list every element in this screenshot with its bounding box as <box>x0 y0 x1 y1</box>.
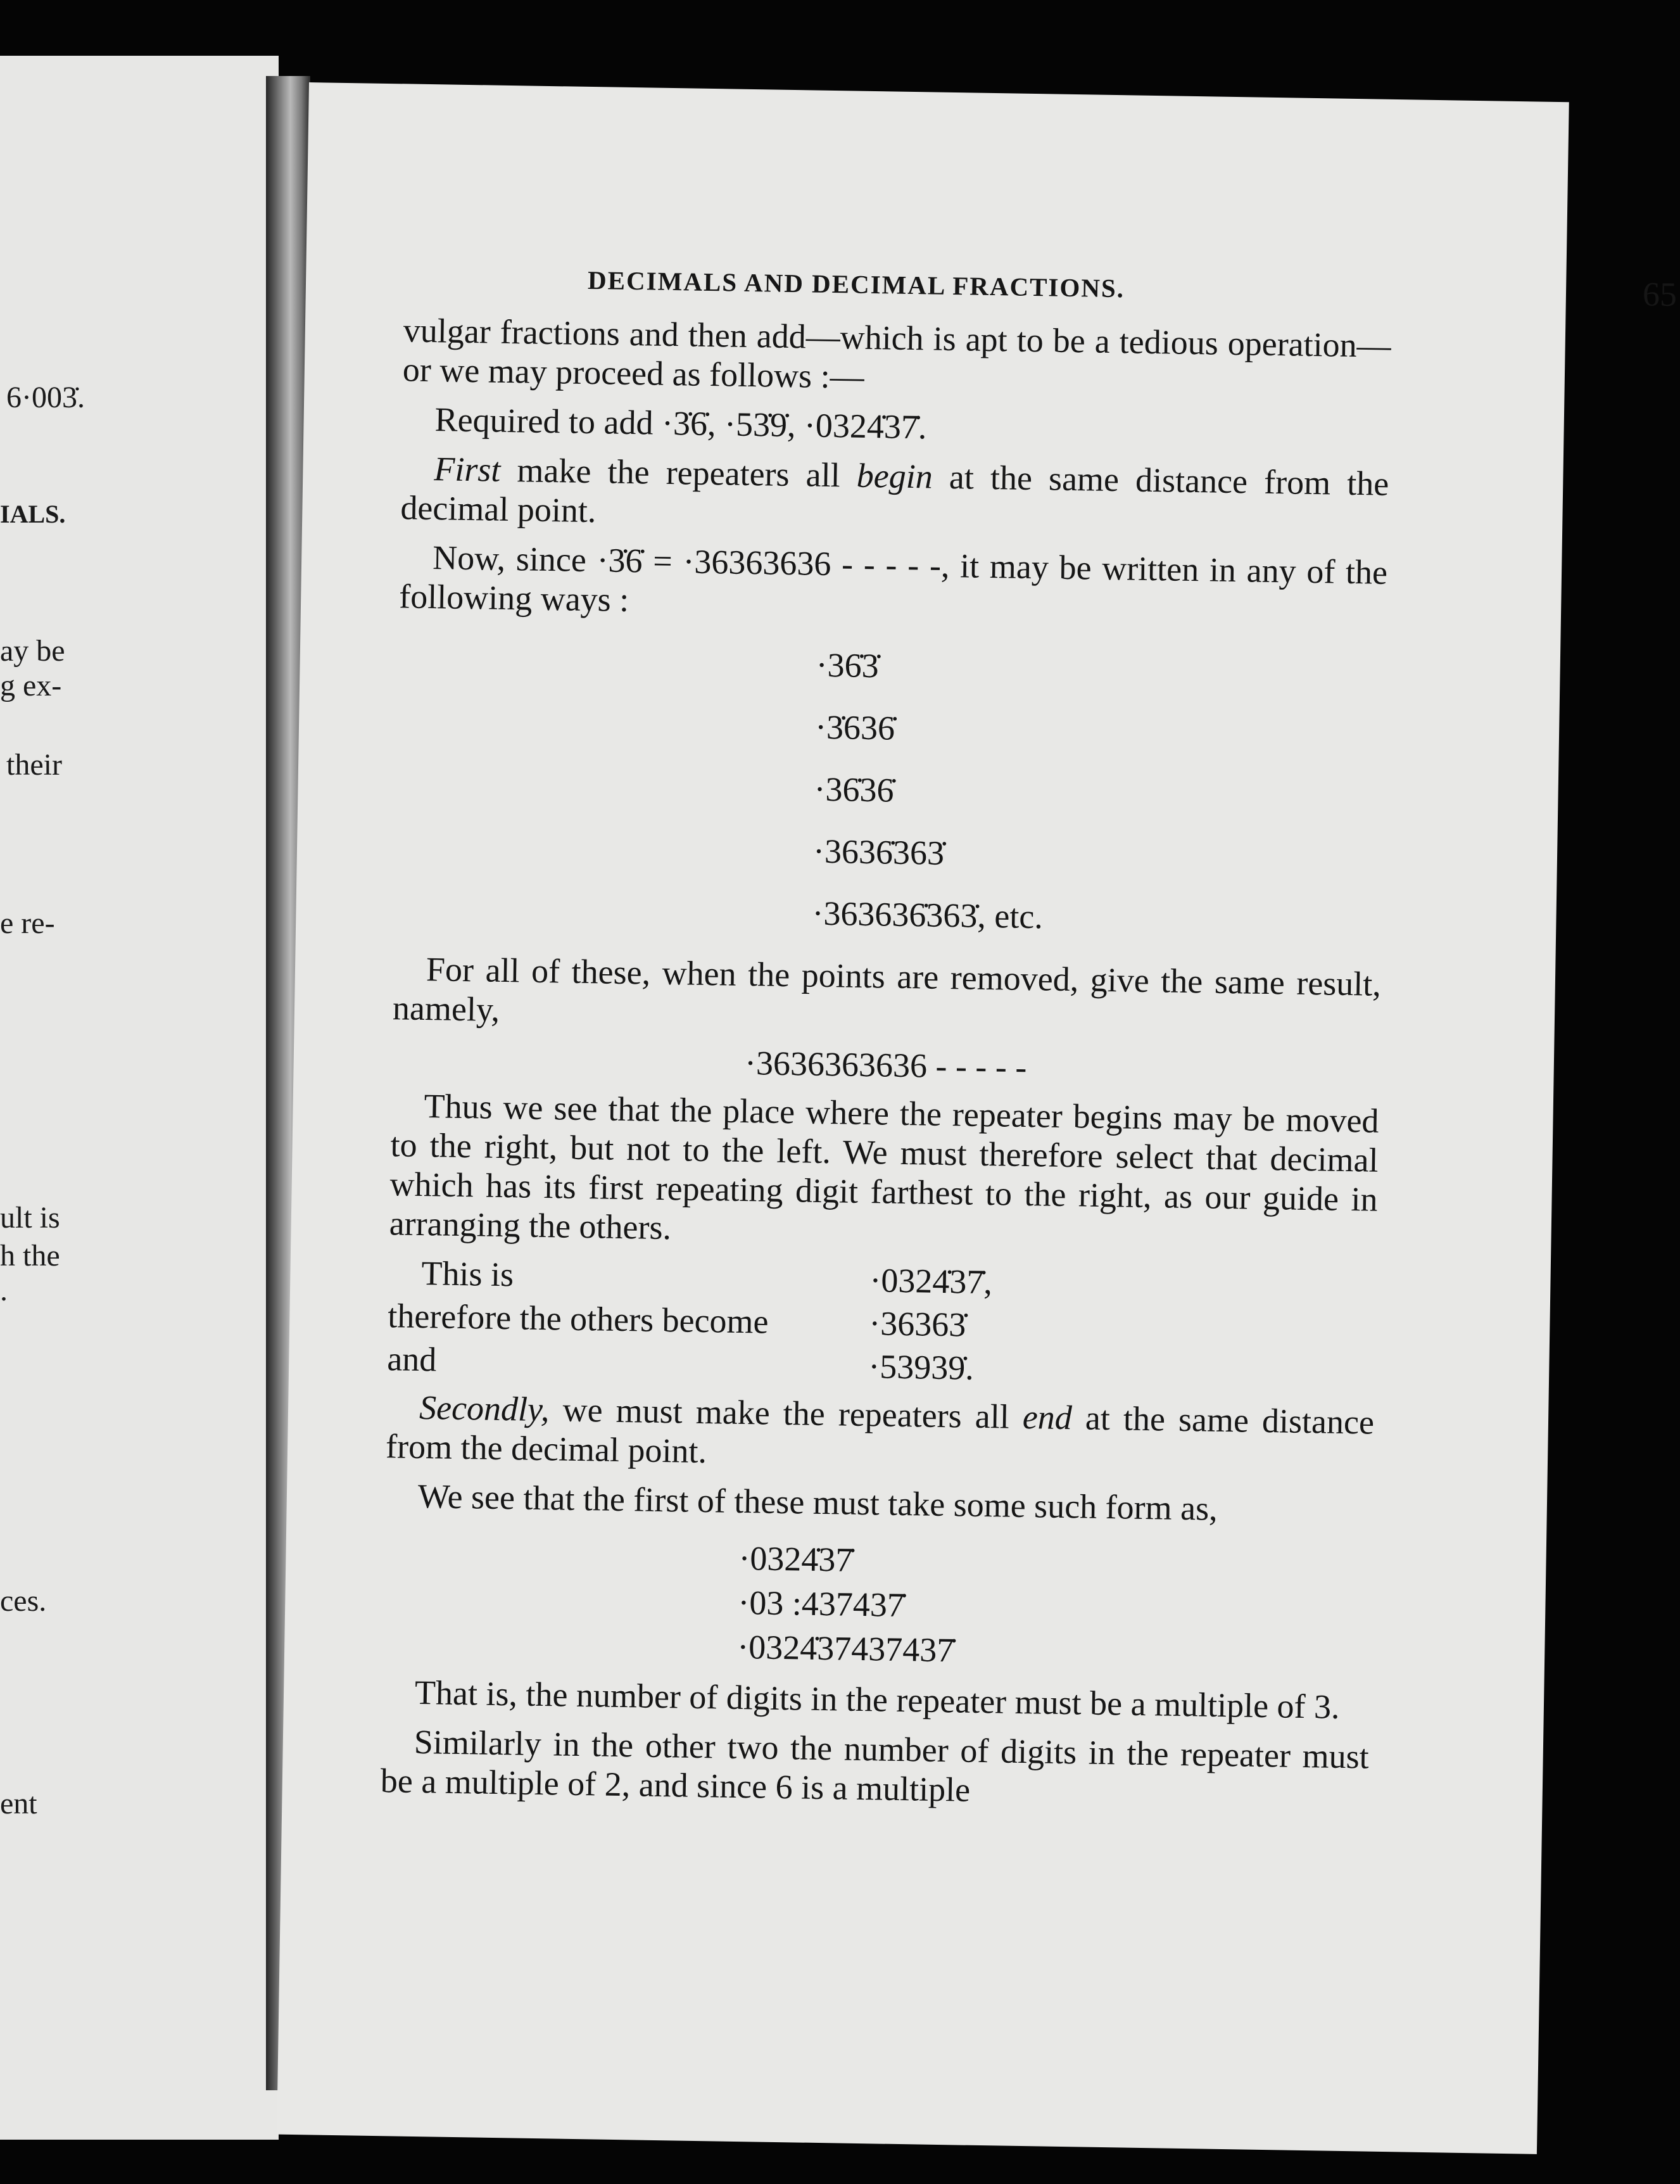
repeater-forms <box>737 1536 1372 1679</box>
math-line: ·3̇636̇ <box>814 708 895 747</box>
paragraph <box>386 1387 1375 1481</box>
running-header <box>588 258 1677 314</box>
emphasis: begin <box>856 456 933 496</box>
math-line: ·03 :437437̇ <box>737 1583 905 1625</box>
emphasis: end <box>1022 1397 1073 1437</box>
math-line: ·3636363636 - - - - - <box>744 1044 1027 1086</box>
paragraph: For all of these, when the points are removed, give the same result, namely, <box>392 950 1382 1029</box>
table-label: This is <box>421 1254 514 1294</box>
running-title: DECIMALS AND DECIMAL FRACTIONS. <box>587 265 1125 303</box>
math-line: ·36̇3̇ <box>816 645 880 685</box>
alignment-table <box>387 1253 1377 1394</box>
emphasis: Secondly, <box>419 1388 550 1429</box>
text-run: we must make the repeaters all <box>549 1390 1023 1436</box>
left-text-fragment: . <box>0 1274 8 1307</box>
left-text-fragment: ent <box>0 1787 37 1820</box>
text-run: make the repeaters all <box>500 450 857 495</box>
left-text-fragment: 6·003̇. <box>6 381 85 414</box>
text-run: at the same distance from the decimal point. <box>400 457 1389 530</box>
left-text-fragment: ces. <box>0 1584 47 1618</box>
repeater-forms <box>812 634 1387 953</box>
text-run: at the same distance from the decimal point. <box>385 1399 1375 1471</box>
paragraph: Required to add ·3̇6̇, ·53̇9̇, ·0324̇37̇. <box>434 400 927 447</box>
left-text-fragment: their <box>6 748 62 782</box>
paragraph: Similarly in the other two the number of digits in the repeater must be a multiple of 2, and since 6 is a multiple <box>380 1722 1370 1809</box>
page-number: 65 <box>1642 275 1677 314</box>
table-label: therefore the others become <box>387 1297 769 1341</box>
table-value: ·36363̇ <box>868 1304 966 1344</box>
left-text-fragment: e re- <box>0 906 55 940</box>
math-line: ·0324̇37̇ <box>738 1539 853 1579</box>
emphasis: First <box>433 450 501 489</box>
math-line: ·36̇36̇ <box>814 770 895 809</box>
math-line: ·363636̇363̇, etc. <box>812 894 1044 936</box>
paragraph: Thus we see that the place where the repeater begins may be moved to the right, but not to the left. We must therefore select that decimal which has its first repeating digit farthest to the right, as our guide in arranging the others. <box>389 1087 1379 1247</box>
math-line: ·0324̇37437437̇ <box>736 1627 954 1670</box>
table-value: ·0324̇37̇, <box>869 1261 993 1302</box>
math-line: ·3636̇363̇ <box>812 832 945 872</box>
table-label: and <box>386 1340 437 1379</box>
page-body <box>380 310 1391 1825</box>
left-text-fragment: h the <box>0 1239 60 1273</box>
left-text-fragment: g ex- <box>0 669 62 702</box>
left-text-fragment: ult is <box>0 1201 60 1235</box>
paragraph: vulgar fractions and then add—which is apt to be a tedious operation—or we may proceed as follows :— <box>402 311 1392 396</box>
left-text-fragment: IALS. <box>0 500 66 528</box>
left-text-fragment: ay be <box>0 634 65 668</box>
paragraph: Now, since ·3̇6̇ = ·36363636 - - - - -, it may be written in any of the following ways : <box>398 538 1388 619</box>
paragraph <box>400 448 1389 542</box>
table-value: ·53939̇. <box>868 1347 975 1387</box>
paragraph: That is, the number of digits in the repeater must be a multiple of 3. <box>414 1673 1341 1726</box>
paragraph: We see that the first of these must take some such form as, <box>417 1476 1218 1528</box>
right-page <box>277 82 1677 2154</box>
left-page <box>0 56 279 2140</box>
